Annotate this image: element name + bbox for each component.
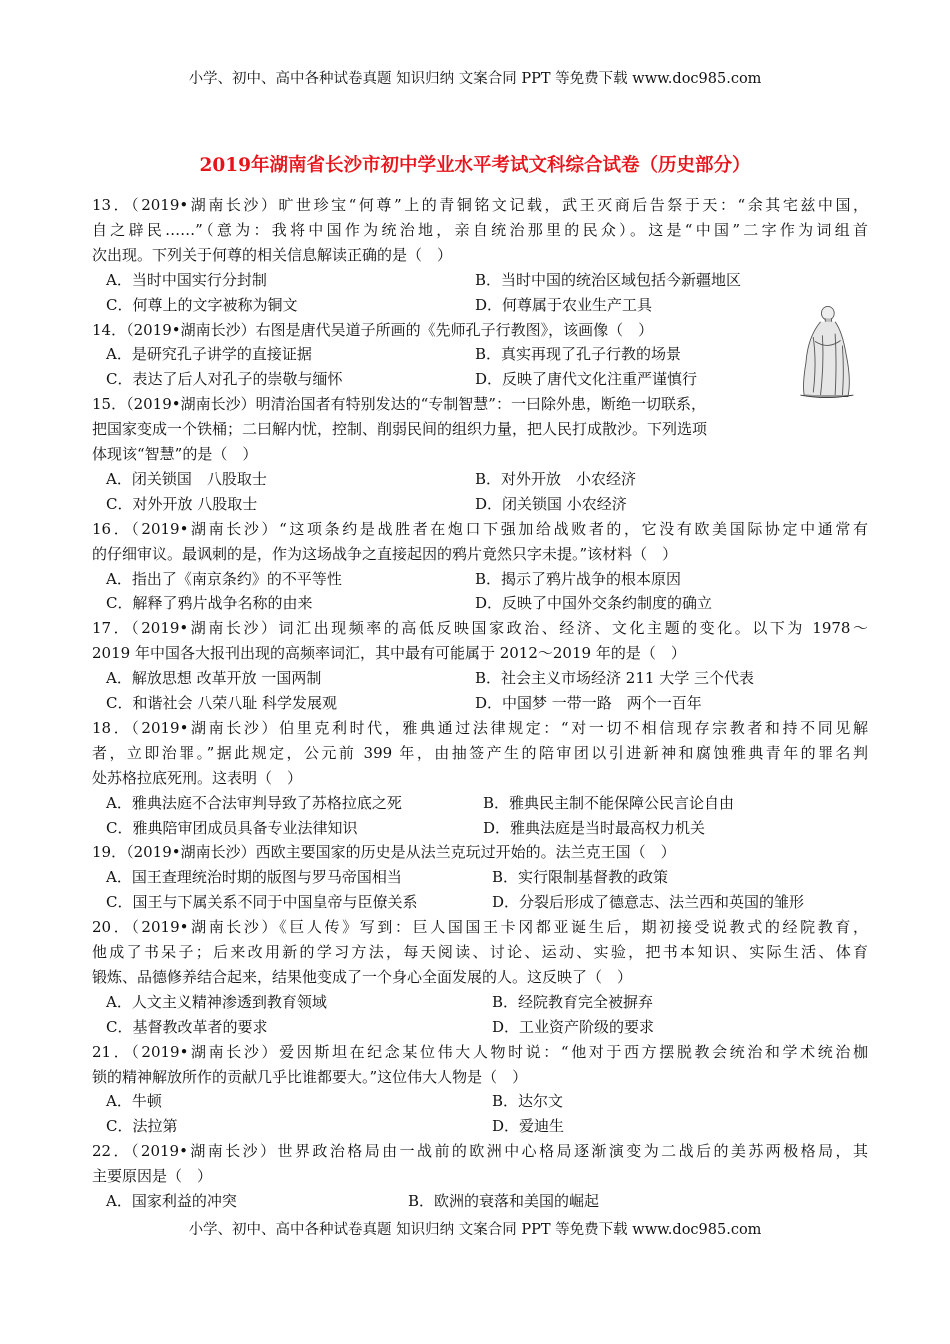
question-20-option-c: C．基督教改革者的要求 [106,1017,268,1036]
page-header: 小学、初中、高中各种试卷真题 知识归纳 文案合同 PPT 等免费下载 www.doc985.com [188,71,762,87]
question-16-option-c: C．解释了鸦片战争名称的由来 [106,594,313,613]
question-17-option-b: B．社会主义市场经济 211 大学 三个代表 [475,669,754,688]
question-20-stem-line: 锻炼、品德修养结合起来，结果他变成了一个身心全面发展的人。这反映了（ ） [92,967,633,986]
question-20-stem-line: 他成了书呆子；后来改用新的学习方法，每天阅读、讨论、运动、实验，把书本知识、实际生活、体育 [92,943,868,961]
question-19-option-c: C．国王与下属关系不同于中国皇帝与臣僚关系 [106,893,418,912]
question-13-option-a: A．当时中国实行分封制 [106,270,267,289]
question-17-stem-line: 2019 年中国各大报刊出现的高频率词汇，其中最有可能属于 2012～2019 年的是（ ） [92,644,686,663]
question-15-stem-line: 15．（2019•湖南长沙）明清治国者有特别发达的“专制智慧”：一曰除外患，断绝一切联系， [92,395,706,414]
question-21-stem-line: 21．（2019•湖南长沙）爱因斯坦在纪念某位伟大人物时说：“他对于西方摆脱教会统治和学术统治枷 [92,1042,868,1061]
question-13-stem-line: 自之辟民……”（意为：我将中国作为统治地，亲自统治那里的民众）。这是“中国”二字作为词组首 [92,220,868,239]
question-19-option-a: A．国王查理统治时期的版图与罗马帝国相当 [106,868,402,887]
question-21-stem-line: 锁的精神解放所作的贡献几乎比谁都要大。”这位伟大人物是（ ） [92,1067,528,1086]
question-22-option-a: A．国家利益的冲突 [106,1192,237,1210]
question-16-option-b: B．揭示了鸦片战争的根本原因 [475,569,682,588]
question-15-option-a: A．闭关锁国 八股取士 [106,469,267,488]
question-15-option-c: C．对外开放 八股取士 [106,494,258,513]
question-13-stem-line: 13．（2019•湖南长沙）旷世珍宝“何尊”上的青铜铭文记载，武王灭商后告祭于天：“余其宅兹中国， [92,196,868,214]
question-16-stem-line: 的仔细审议。最讽刺的是，作为这场战争之直接起因的鸦片竟然只字未提。”该材料（ ） [92,544,678,563]
question-13-option-c: C．何尊上的文字被称为铜文 [106,295,298,314]
question-17-stem-line: 17．（2019•湖南长沙）词汇出现频率的高低反映国家政治、经济、文化主题的变化。以下为 1978～ [92,619,868,638]
question-20-option-a: A．人文主义精神渗透到教育领域 [106,992,327,1011]
question-20-stem-line: 20．（2019•湖南长沙）《巨人传》写到：巨人国国王卡冈都亚诞生后，期初接受说教式的经院教育， [92,918,868,937]
question-16-stem-line: 16．（2019•湖南长沙）“这项条约是战胜者在炮口下强加给战败者的，它没有欧美国际协定中通常有 [92,519,868,538]
question-15-option-d: D．闭关锁国 小农经济 [475,494,627,513]
question-20-option-d: D．工业资产阶级的要求 [492,1017,655,1036]
question-14-stem-line: 14．（2019•湖南长沙）右图是唐代吴道子所画的《先师孔子行教图》，该画像（ ） [92,320,654,339]
question-15-stem-line: 体现该“智慧”的是（ ） [92,445,258,463]
question-19-option-b: B．实行限制基督教的政策 [492,868,669,887]
question-21-option-b: B．达尔文 [492,1092,564,1111]
question-15-stem-line: 把国家变成一个铁桶；二曰解内忧，控制、削弱民间的组织力量，把人民打成散沙。下列选项 [92,420,708,439]
question-16-option-d: D．反映了中国外交条约制度的确立 [475,594,713,613]
question-21-option-d: D．爱迪生 [492,1117,565,1136]
question-18-stem-line: 处苏格拉底死刑。这表明（ ） [92,768,303,787]
question-19-stem-line: 19．（2019•湖南长沙）西欧主要国家的历史是从法兰克玩过开始的。法兰克王国（ ） [92,843,676,862]
question-18-option-d: D．雅典法庭是当时最高权力机关 [483,818,706,837]
question-18-stem-line: 者，立即治罪。”据此规定，公元前 399 年，由抽签产生的陪审团以引进新神和腐蚀雅典青年的罪名判 [92,743,868,762]
page-title: 2019年湖南省长沙市初中学业水平考试文科综合试卷（历史部分） [199,155,751,176]
question-18-option-b: B．雅典民主制不能保障公民言论自由 [483,793,735,812]
question-21-option-a: A．牛顿 [106,1092,162,1111]
page-footer: 小学、初中、高中各种试卷真题 知识归纳 文案合同 PPT 等免费下载 www.doc985.com [188,1222,762,1238]
question-18-option-a: A．雅典法庭不合法审判导致了苏格拉底之死 [106,793,402,812]
question-14-option-b: B．真实再现了孔子行教的场景 [475,345,682,364]
question-22-stem-line: 22．（2019•湖南长沙）世界政治格局由一战前的欧洲中心格局逐渐演变为二战后的美苏两极格局，其 [92,1142,868,1161]
question-20-option-b: B．经院教育完全被摒弃 [492,992,654,1011]
question-16-option-a: A．指出了《南京条约》的不平等性 [106,569,342,588]
question-22-option-b: B．欧洲的衰落和美国的崛起 [408,1192,600,1210]
question-13-stem-line: 次出现。下列关于何尊的相关信息解读正确的是（ ） [92,245,453,264]
question-17-option-d: D．中国梦 一带一路 两个一百年 [475,694,702,712]
question-18-stem-line: 18．（2019•湖南长沙）伯里克利时代，雅典通过法律规定：“对一切不相信现存宗教者和持不同见解 [92,718,868,737]
question-14-option-c: C．表达了后人对孔子的崇敬与缅怀 [106,370,343,389]
confucius-portrait-image [795,303,857,401]
question-17-option-c: C．和谐社会 八荣八耻 科学发展观 [106,694,338,712]
question-15-option-b: B．对外开放 小农经济 [475,469,637,488]
question-18-option-c: C．雅典陪审团成员具备专业法律知识 [106,818,358,837]
question-14-option-d: D．反映了唐代文化注重严谨慎行 [475,370,698,389]
question-19-option-d: D．分裂后形成了德意志、法兰西和英国的雏形 [492,893,805,912]
question-13-option-b: B．当时中国的统治区域包括今新疆地区 [475,270,742,289]
question-21-option-c: C．法拉第 [106,1117,178,1136]
question-13-option-d: D．何尊属于农业生产工具 [475,295,653,314]
question-22-stem-line: 主要原因是（ ） [92,1167,213,1186]
question-14-option-a: A．是研究孔子讲学的直接证据 [106,345,312,364]
question-17-option-a: A．解放思想 改革开放 一国两制 [106,669,322,688]
